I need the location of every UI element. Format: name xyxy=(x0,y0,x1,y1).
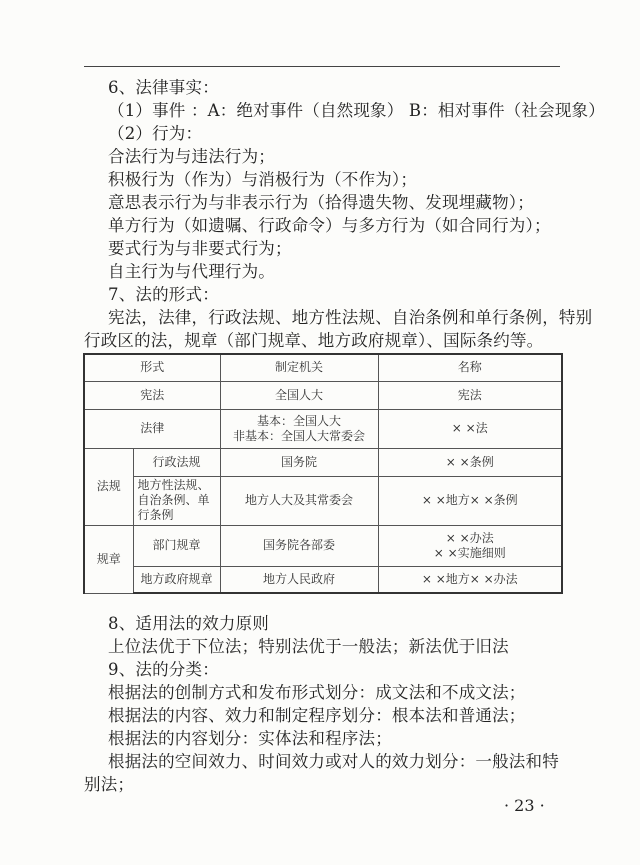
text-line: 根据法的空间效力、时间效力或对人的效力划分：一般法和特 xyxy=(108,752,559,771)
table-cell: × ×地方× ×办法 xyxy=(378,566,562,593)
heading-legal-facts: 6、法律事实： xyxy=(108,78,219,97)
cell-line: × ×办法 xyxy=(445,530,494,545)
text-line: 根据法的内容、效力和制定程序划分：根本法和普通法； xyxy=(108,706,526,725)
table-cell: 宪法 xyxy=(84,381,220,409)
page-number: · 23 · xyxy=(504,796,545,815)
table-row xyxy=(84,525,562,566)
table-cell: × ×地方× ×条例 xyxy=(378,476,562,525)
table-row xyxy=(84,409,562,448)
text-line: 合法行为与违法行为； xyxy=(108,147,275,166)
table-cell: × ×法 xyxy=(378,409,562,448)
table-cell xyxy=(133,476,220,525)
table-cell: 国务院各部委 xyxy=(220,525,378,566)
table-cell: 国务院 xyxy=(220,448,378,476)
text-line: 要式行为与非要式行为； xyxy=(108,239,292,258)
heading-effect-principle: 8、适用法的效力原则 xyxy=(108,614,269,633)
text-line: （1）事件 ：A：绝对事件（自然现象） B：相对事件（社会现象） xyxy=(108,101,605,120)
header-cell: 形式 xyxy=(84,354,220,381)
table-cell: 法律 xyxy=(84,409,220,448)
text-line: 宪法，法律，行政法规、地方性法规、自治条例和单行条例，特别 xyxy=(108,308,593,327)
header-cell: 制定机关 xyxy=(220,354,378,381)
text-line: 积极行为（作为）与消极行为（不作为）； xyxy=(108,170,418,189)
group-cell-rules: 规章 xyxy=(84,525,133,593)
table-row xyxy=(84,566,562,593)
cell-line: × ×实施细则 xyxy=(433,545,506,560)
table-cell: 宪法 xyxy=(378,381,562,409)
table-cell xyxy=(220,409,378,448)
table-header-row xyxy=(84,354,562,381)
text-line: 别法； xyxy=(84,775,135,794)
table-cell: 地方政府规章 xyxy=(133,566,220,593)
text-line: 根据法的内容划分：实体法和程序法； xyxy=(108,729,392,748)
table-row xyxy=(84,448,562,476)
table-row xyxy=(84,476,562,525)
cell-line: 行条例 xyxy=(137,508,174,522)
cell-line: 自治条例、单 xyxy=(137,493,210,507)
header-cell: 名称 xyxy=(378,354,562,381)
text-line: 上位法优于下位法；特别法优于一般法；新法优于旧法 xyxy=(108,637,509,656)
table-cell xyxy=(378,525,562,566)
text-line: 根据法的创制方式和发布形式划分：成文法和不成文法； xyxy=(108,683,526,702)
cell-line: 地方性法规、 xyxy=(137,478,210,492)
cell-line: 非基本：全国人大常委会 xyxy=(233,428,366,443)
table-cell: 地方人大及其常委会 xyxy=(220,476,378,525)
table-cell: 行政法规 xyxy=(133,448,220,476)
group-cell-regulations: 法规 xyxy=(84,448,133,525)
table-cell: 地方人民政府 xyxy=(220,566,378,593)
table-row xyxy=(84,381,562,409)
text-line: 意思表示行为与非表示行为（拾得遗失物、发现埋藏物）； xyxy=(108,193,534,212)
text-line: 单方行为（如遗嘱、行政命令）与多方行为（如合同行为）； xyxy=(108,216,551,235)
text-line: 行政区的法，规章（部门规章、地方政府规章）、国际条约等。 xyxy=(84,331,544,350)
legal-forms-table xyxy=(83,353,563,594)
cell-line: 基本：全国人大 xyxy=(257,413,342,428)
heading-legal-forms: 7、法的形式： xyxy=(108,285,219,304)
table-cell: 部门规章 xyxy=(133,525,220,566)
header-rule xyxy=(84,66,560,67)
table-cell: × ×条例 xyxy=(378,448,562,476)
text-line: （2）行为： xyxy=(108,124,203,143)
table-cell: 全国人大 xyxy=(220,381,378,409)
heading-law-classification: 9、法的分类： xyxy=(108,660,219,679)
text-line: 自主行为与代理行为。 xyxy=(108,262,275,281)
